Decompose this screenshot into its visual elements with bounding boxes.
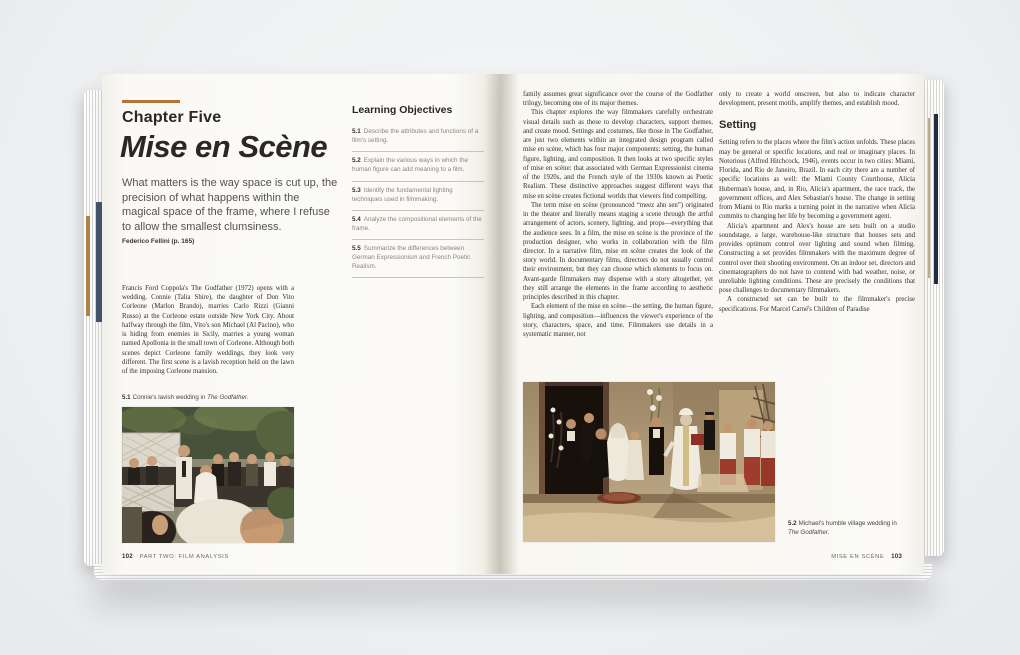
- body-paragraph: only to create a world onscreen, but also to indicate character development, present motifs, amplify themes, and establish mood.: [719, 91, 915, 108]
- figure-caption-title: The Godfather.: [207, 394, 249, 401]
- figure-5-1-photo: [122, 407, 294, 543]
- chapter-label: Chapter Five: [122, 109, 222, 126]
- right-page-footer: [831, 553, 902, 560]
- page-number: 103: [891, 553, 902, 560]
- objective-text: Describe the attributes and functions of a film's setting.: [352, 128, 479, 145]
- figure-number: 5.1: [122, 394, 131, 401]
- chapter-title: Mise en Scène: [120, 129, 328, 164]
- body-paragraph: Setting refers to the places where the film's action unfolds. These places may be general or specific locations, and real or imaginary places. In Notorious (Alfred Hitchcock, 1946), events occur in two cities: Miami, Florida, and Rio de Janeiro, Brazil. In each city there are a number of specific locations as well: the Miami County Courthouse, Alicia Huberman's house, and, in Rio, Alicia's apartment, the race track, the government offices, and Alex Sebastian's house. The change in setting from Miami to Rio marks a turning point in the narrative when Alicia commits to changing her life by becoming a government agent.: [719, 139, 915, 221]
- objective-number: 5.1: [352, 128, 361, 135]
- body-paragraph: The term mise en scène (pronounced “meez ahn sen”) originated in the theater and literally means staging a scene through the artful arrangement of actors, scenery, lighting, and props—everything that the audience sees. In a film, the mise en scène is the province of the production designer, who works in collaboration with the film director. In a narrative film, mise en scène creates the look of the story world. In documentary films, directors do not usually control their environment, but they can choose which elements to focus on. Avant-garde filmmakers may dispense with a story altogether, yet they still arrange the elements in the frame according to aesthetic principles described in this chapter.: [523, 201, 713, 302]
- learning-objectives-heading: Learning Objectives: [352, 104, 453, 116]
- objective-number: 5.3: [352, 186, 361, 194]
- body-paragraph: Francis Ford Coppola's The Godfather (1972) opens with a wedding. Connie (Talia Shire), the daughter of Don Vito Corleone (Marlon Brando), marries Carlo Rizzi (Gianni Russo) at the Corleone estate outside New York City. About halfway through the film, Vito's son Michael (Al Pacino), who is hiding from enemies in Sicily, marries a young woman named Apollonia in the small town of Corleone. Although both scenes depict Corleone family weddings, they look very different. The first scene is a lavish reception held on the lawn of the imposing Corleone mansion.: [122, 285, 294, 376]
- left-page: [102, 74, 500, 574]
- figure-caption-text: Michael's humble village wedding in: [798, 520, 897, 527]
- epigraph-quote: What matters is the way space is cut up, the precision of what happens within the magical space of the frame, where I refuse to allow the smallest clumsiness.: [122, 177, 338, 233]
- body-paragraph: This chapter explores the way filmmakers carefully orchestrate visual details such as these to develop characters, support themes, and create mood. Settings and costumes, like those in The Godfather, are just two elements within an integrated design program called mise en scène, which has four major components: setting, the human figure, lighting, and composition. It then looks at two specific styles of mise en scène: that associated with German Expressionist cinema of the 1920s, and the French style of the 1930s known as Poetic Realism. These distinctive approaches suggest different ways that mise en scène creates fictional worlds that viewers find compelling.: [523, 109, 713, 200]
- objective-text: Explain the various ways in which the human figure can add meaning to a film.: [352, 157, 469, 174]
- objective-number: 5.2: [352, 157, 361, 165]
- gold-edge-tab: [86, 216, 90, 316]
- learning-objective-item: [352, 123, 484, 152]
- body-paragraph: Each element of the mise en scène—the setting, the human figure, lighting, and composition—influences the viewer's experience of the story, characters, space, and time. Filmmakers use details in a systematic manner, not: [523, 303, 713, 339]
- epigraph-attribution: Federico Fellini (p. 165): [122, 238, 195, 245]
- learning-objectives-box: [352, 104, 484, 278]
- objective-text: Analyze the compositional elements of the frame.: [352, 215, 482, 232]
- body-column-1: [122, 284, 294, 376]
- learning-objective-item: [352, 182, 484, 211]
- learning-objective-item: [352, 211, 484, 240]
- figure-number: 5.2: [788, 520, 797, 527]
- figure-5-2-caption: [788, 520, 904, 537]
- figure-caption-title: The Godfather.: [788, 528, 830, 536]
- body-column-3: [523, 90, 713, 339]
- gold-edge-tab-right: [928, 118, 930, 278]
- objective-number: 5.5: [352, 245, 361, 252]
- learning-objective-item: [352, 152, 484, 181]
- figure-caption-text: Connie's lavish wedding in: [132, 394, 208, 401]
- running-head: MISE EN SCÈNE: [831, 554, 885, 560]
- running-head: PART TWO: FILM ANALYSIS: [139, 554, 229, 560]
- body-paragraph: Alicia's apartment and Alex's house are sets built on a studio soundstage, a large, warehouse-like structure that houses sets and provides optimum control over lighting and sound when filming. Constructing a set provides filmmakers with the maximum degree of control over their shooting environment. On an indoor set, directors and cinematographers do not have to contend with bad weather, noise, or unreliable lighting conditions. These are precisely the conditions that pose challenges to documentary filmmakers.: [719, 222, 915, 295]
- learning-objective-item: [352, 240, 484, 278]
- body-paragraph: A constructed set can be built to the filmmaker's precise specifications. For Marcel Carné's Children of Paradise: [719, 296, 915, 313]
- objective-text: Summarize the differences between German Expressionism and French Poetic Realism.: [352, 245, 471, 271]
- body-column-4: [719, 90, 915, 314]
- open-book: [80, 56, 948, 596]
- navy-edge-tab-right: [934, 114, 938, 284]
- objective-text: Identify the fundamental lighting techniques used in filmmaking.: [352, 186, 453, 203]
- objective-number: 5.4: [352, 215, 361, 223]
- body-paragraph: family assumes great significance over the course of the Godfather trilogy, becoming one of its major themes.: [523, 91, 713, 108]
- section-heading-setting: Setting: [719, 119, 757, 132]
- page-number: 102: [122, 553, 133, 560]
- figure-5-1-caption: [122, 394, 294, 403]
- figure-5-2-photo: [523, 382, 775, 542]
- chapter-accent-rule: [122, 100, 180, 103]
- page-stack-right-edge: [922, 80, 944, 556]
- right-page: [500, 74, 924, 574]
- left-page-footer: [122, 553, 229, 560]
